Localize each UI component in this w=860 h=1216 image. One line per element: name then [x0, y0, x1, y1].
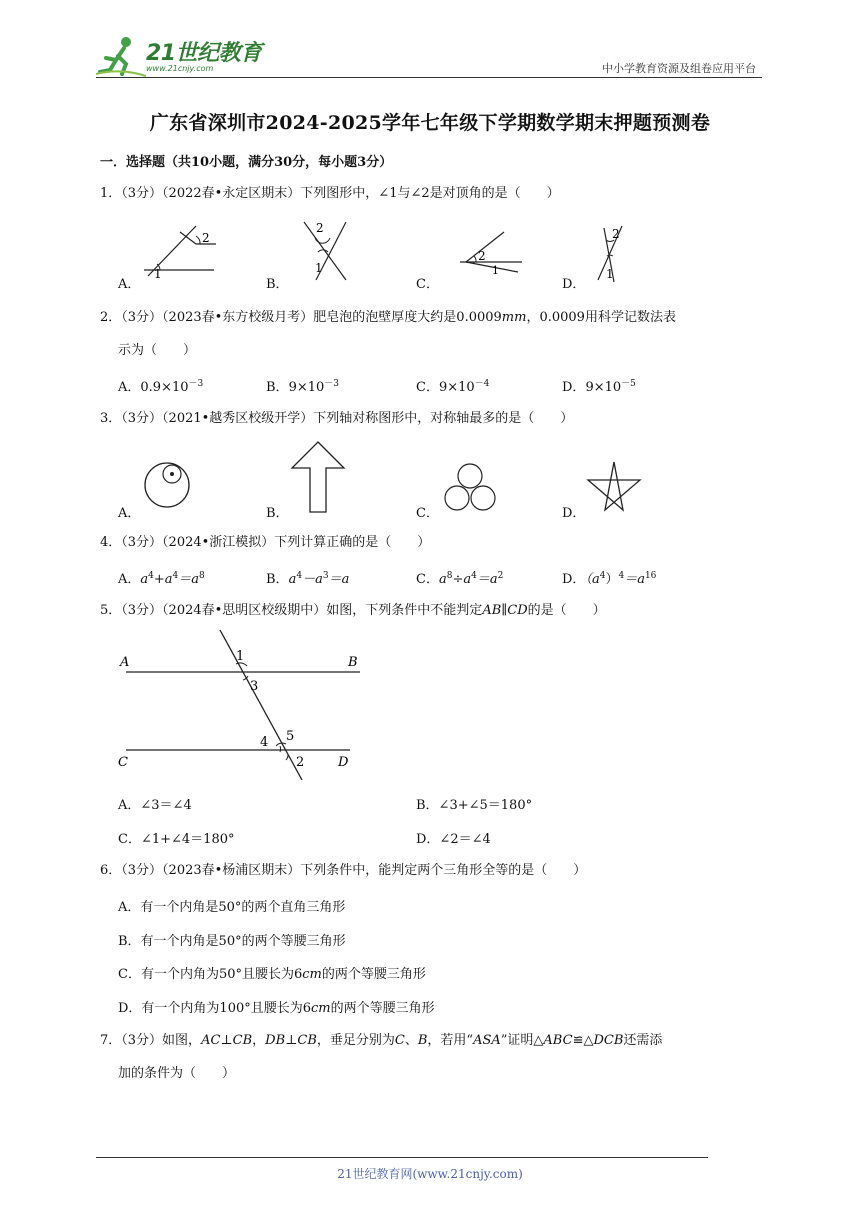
exponent: 3	[322, 571, 329, 581]
math-term: ＝a	[328, 572, 350, 587]
option-b: B．∠3+∠5＝180°	[416, 798, 533, 813]
angle-label: 1	[154, 267, 162, 281]
question-text: （3分）（2023春•东方校级月考）肥皂泡的泡壁厚度大约是0.0009	[121, 310, 502, 325]
option-label: A．	[118, 277, 141, 292]
page-title: 广东省深圳市2024-2025学年七年级下学期数学期末押题预测卷	[149, 112, 711, 134]
footer-divider	[96, 1157, 708, 1158]
option-text: D．有一个内角为100°且腰长为6	[118, 1001, 312, 1016]
option-text: 的两个等腰三角形	[321, 967, 426, 982]
q1-figure-a	[140, 222, 220, 284]
question-4	[100, 534, 430, 552]
math-term: DB	[265, 1033, 286, 1048]
q1-figure-d	[586, 224, 646, 288]
point-label: A	[120, 655, 130, 670]
angle-label: 1	[606, 267, 614, 281]
option-value: 0.9×10	[140, 380, 189, 395]
q1-figure-b	[290, 216, 360, 286]
point-label: D	[338, 755, 349, 770]
option-a	[118, 376, 203, 395]
question-1	[100, 185, 560, 203]
question-number: 6．	[100, 863, 122, 878]
q5-parallel-lines-figure	[116, 628, 366, 780]
question-number: 2．	[100, 310, 122, 325]
option-b	[266, 376, 339, 395]
question-6	[100, 862, 586, 880]
angle-label: 2	[316, 221, 324, 235]
math-term: ASA	[473, 1033, 501, 1048]
question-text: ，若用“	[427, 1033, 474, 1048]
exponent: 4	[599, 571, 606, 581]
math-term: ＝a	[178, 572, 200, 587]
option-text: 的两个等腰三角形	[330, 1001, 435, 1016]
option-c	[416, 568, 503, 587]
option-value: 9×10	[438, 380, 475, 395]
option-label: C．	[416, 380, 439, 395]
option-text: C．有一个内角为50°且腰长为6	[118, 967, 303, 982]
option-b: B．有一个内角是50°的两个等腰三角形	[118, 934, 346, 949]
exponent: 4	[148, 571, 154, 581]
question-text: （3分）（2021•越秀区校级开学）下列轴对称图形中，对称轴最多的是（ ）	[121, 411, 574, 426]
question-2	[100, 309, 676, 327]
option-d	[562, 568, 656, 587]
math-term: a	[288, 572, 297, 587]
q3-figure-b-arrow	[288, 440, 348, 514]
exponent: 4	[618, 571, 625, 581]
angle-label: 1	[492, 264, 499, 276]
math-term: AC	[201, 1033, 221, 1048]
option-b	[266, 568, 349, 587]
logo-main-text: 21世纪教育	[146, 41, 262, 66]
question-text: ，垂足分别为	[316, 1033, 395, 1048]
option-c	[416, 376, 489, 395]
angle-label: 1	[236, 649, 245, 664]
math-term: B	[417, 1033, 428, 1048]
option-d	[562, 376, 636, 395]
option-value: 9×10	[585, 380, 622, 395]
option-label: B．	[266, 506, 289, 521]
question-text: （3分）（2023春•杨浦区期末）下列条件中，能判定两个三角形全等的是（ ）	[121, 863, 587, 878]
exponent: －3	[188, 379, 204, 389]
question-text: 、	[404, 1033, 418, 1048]
option-a: A．有一个内角是50°的两个直角三角形	[118, 900, 346, 915]
angle-label: 4	[260, 735, 269, 750]
question-number: 7．	[100, 1033, 122, 1048]
question-2-line-2: 示为（ ）	[118, 343, 197, 358]
unit-text: mm	[501, 310, 527, 325]
question-text: ”证明△	[500, 1033, 544, 1048]
option-d: D．∠2＝∠4	[416, 832, 491, 847]
footer-text: 21世纪教育网(www.21cnjy.com)	[337, 1167, 523, 1181]
option-label: A．	[118, 572, 141, 587]
option-c: C．∠1+∠4＝180°	[118, 832, 235, 847]
math-term: ABC	[543, 1033, 573, 1048]
math-term: ÷a	[452, 572, 472, 587]
option-label: B．	[266, 572, 289, 587]
question-7	[100, 1032, 662, 1050]
angle-label: 2	[478, 249, 486, 263]
platform-name: 中小学教育资源及组卷应用平台	[602, 62, 756, 75]
unit-text: cm	[302, 967, 322, 982]
exponent: 4	[471, 571, 477, 581]
option-label: C．	[416, 506, 439, 521]
angle-label: 2	[296, 755, 305, 770]
math-term: C	[394, 1033, 405, 1048]
question-text: 还需添	[623, 1033, 663, 1048]
math-term: AB∥CD	[482, 603, 528, 618]
question-number: 3．	[100, 411, 122, 426]
math-term: （a	[585, 572, 600, 587]
math-term: +a	[153, 572, 173, 587]
option-d	[118, 997, 435, 1016]
math-term: ＝a	[476, 572, 498, 587]
option-label: D．	[562, 380, 586, 395]
math-term: CB	[232, 1033, 253, 1048]
math-term: ＝a	[624, 572, 645, 587]
question-text: 的是（ ）	[527, 603, 606, 618]
angle-label: 3	[250, 679, 259, 694]
question-text: ，	[252, 1033, 266, 1048]
question-3	[100, 410, 573, 428]
question-number: 5．	[100, 603, 122, 618]
math-term: a	[140, 572, 149, 587]
exponent: 8	[199, 571, 205, 581]
angle-label: 1	[315, 261, 323, 275]
header-divider	[96, 77, 762, 78]
option-a: A．∠3＝∠4	[118, 798, 192, 813]
question-text: ⊥	[220, 1033, 233, 1048]
section-heading: 一．选择题（共10小题，满分30分，每小题3分）	[100, 155, 393, 170]
option-label: A．	[118, 380, 141, 395]
option-label: C．	[416, 277, 439, 292]
point-label: B	[348, 655, 358, 670]
math-term: DCB	[593, 1033, 624, 1048]
unit-text: cm	[311, 1001, 331, 1016]
exponent: 8	[446, 571, 453, 581]
exponent: －5	[621, 379, 636, 389]
math-term: a	[438, 572, 447, 587]
question-text: ，0.0009用科学记数法表	[526, 310, 676, 325]
exponent: －4	[474, 379, 490, 389]
logo-sub-text: www.21cnjy.com	[146, 64, 214, 73]
option-label: B．	[266, 380, 289, 395]
question-7-line-2: 加的条件为（ ）	[118, 1066, 236, 1081]
question-number: 1．	[100, 186, 122, 201]
exponent: 4	[296, 571, 303, 581]
math-term: CB	[297, 1033, 317, 1048]
question-text: ≌△	[572, 1033, 594, 1048]
option-label: D．	[562, 277, 586, 292]
angle-label: 2	[202, 231, 210, 245]
point-label: C	[118, 755, 128, 770]
question-5	[100, 602, 606, 620]
option-label: A．	[118, 506, 141, 521]
option-c	[118, 963, 426, 982]
option-label: C．	[416, 572, 439, 587]
angle-label: 2	[612, 227, 620, 241]
angle-label: 5	[286, 729, 295, 744]
question-text: （3分）（2024春•思明区校级期中）如图，下列条件中不能判定	[121, 603, 483, 618]
math-term: ）	[605, 572, 619, 587]
question-text: ⊥	[285, 1033, 298, 1048]
question-text: （3分）（2022春•永定区期末）下列图形中，∠1与∠2是对顶角的是（ ）	[121, 186, 560, 201]
q3-figure-c-three-circles	[442, 462, 498, 514]
q3-figure-d-star	[586, 460, 642, 514]
option-label: D．	[562, 572, 586, 587]
option-value: 9×10	[288, 380, 325, 395]
option-label: B．	[266, 277, 289, 292]
math-term: －a	[302, 572, 323, 587]
question-number: 4．	[100, 535, 122, 550]
question-text: （3分）（2024•浙江模拟）下列计算正确的是（ ）	[121, 535, 431, 550]
exponent: －3	[324, 379, 340, 389]
runner-logo-icon	[96, 34, 146, 78]
q1-figure-c	[440, 228, 530, 276]
question-text: （3分）如图，	[121, 1033, 202, 1048]
exponent: 4	[172, 571, 179, 581]
exponent: 2	[497, 571, 504, 581]
option-label: D．	[562, 506, 586, 521]
q3-figure-a-circle-dot	[142, 456, 192, 512]
option-a	[118, 568, 205, 587]
exponent: 16	[644, 571, 657, 581]
